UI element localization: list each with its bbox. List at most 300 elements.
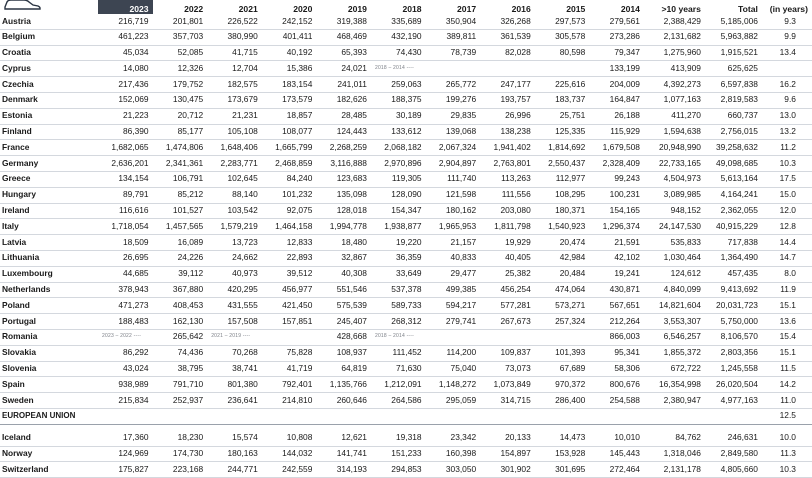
value-cell: 111,740 — [426, 171, 481, 187]
value-cell: 88,140 — [207, 187, 262, 203]
total-cell: 660,737 — [705, 108, 762, 124]
value-cell: 461,223 — [98, 29, 153, 45]
value-cell: 173,679 — [207, 92, 262, 108]
total-cell: 717,838 — [705, 235, 762, 251]
header-year-cell: 2021 — [238, 4, 258, 14]
value-cell: 12,621 — [316, 431, 371, 446]
age-cell: 11.5 — [762, 361, 812, 377]
country-cell: Iceland — [0, 431, 98, 446]
value-cell: 26,188 — [589, 108, 644, 124]
value-cell: 22,893 — [262, 250, 317, 266]
value-cell: 268,312 — [371, 314, 426, 330]
value-cell: 108,937 — [316, 345, 371, 361]
age-cell — [762, 61, 812, 77]
value-cell: 421,450 — [262, 298, 317, 314]
value-cell — [426, 61, 481, 77]
value-cell: 428,668 — [316, 329, 371, 345]
value-cell: 42,984 — [535, 250, 590, 266]
value-cell: 214,810 — [262, 393, 317, 409]
ten-plus-cell: 22,733,165 — [644, 156, 705, 172]
value-cell: 152,069 — [98, 92, 153, 108]
value-cell: 866,003 — [589, 329, 644, 345]
header-country-cell — [0, 0, 98, 14]
value-cell: 2,904,897 — [426, 156, 481, 172]
value-cell: 1,474,806 — [153, 140, 208, 156]
value-cell: 420,295 — [207, 282, 262, 298]
value-cell: 264,586 — [371, 393, 426, 409]
country-cell: Latvia — [0, 235, 98, 251]
value-cell: 3,116,888 — [316, 156, 371, 172]
ten-plus-cell: 411,270 — [644, 108, 705, 124]
table-row — [0, 92, 812, 108]
age-cell: 9.6 — [762, 92, 812, 108]
ten-plus-cell: 1,855,372 — [644, 345, 705, 361]
value-cell: 301,902 — [480, 462, 535, 478]
table-row — [0, 250, 812, 266]
value-cell: 12,833 — [262, 235, 317, 251]
total-cell: 5,750,000 — [705, 314, 762, 330]
value-cell: 175,827 — [98, 462, 153, 478]
age-cell: 15.1 — [762, 298, 812, 314]
value-cell: 223,168 — [153, 462, 208, 478]
value-cell: 215,834 — [98, 393, 153, 409]
age-cell: 9.9 — [762, 29, 812, 45]
value-cell: 79,347 — [589, 45, 644, 61]
header-year-cell: 2023 — [98, 0, 153, 14]
value-cell: 216,719 — [98, 14, 153, 29]
value-cell: 265,772 — [426, 77, 481, 93]
value-cell: 10,808 — [262, 431, 317, 446]
country-cell: Ireland — [0, 203, 98, 219]
value-cell: 18,509 — [98, 235, 153, 251]
value-cell: 314,193 — [316, 462, 371, 478]
total-cell: 4,977,163 — [705, 393, 762, 409]
value-cell: 116,616 — [98, 203, 153, 219]
value-cell: 151,233 — [371, 446, 426, 462]
value-cell: 254,588 — [589, 393, 644, 409]
value-cell: 113,263 — [480, 171, 535, 187]
value-cell: 82,028 — [480, 45, 535, 61]
value-cell: 204,009 — [589, 77, 644, 93]
value-cell: 26,996 — [480, 108, 535, 124]
ten-plus-cell: 124,612 — [644, 266, 705, 282]
value-cell: 112,977 — [535, 171, 590, 187]
age-cell: 15.1 — [762, 345, 812, 361]
value-cell: 18,857 — [262, 108, 317, 124]
value-cell: 162,130 — [153, 314, 208, 330]
value-cell: 174,730 — [153, 446, 208, 462]
ten-plus-cell: 1,594,638 — [644, 124, 705, 140]
value-cell: 20,712 — [153, 108, 208, 124]
age-cell: 16.2 — [762, 77, 812, 93]
value-cell: 182,575 — [207, 77, 262, 93]
value-cell: 279,561 — [589, 14, 644, 29]
value-cell: 471,273 — [98, 298, 153, 314]
value-cell: 2,970,896 — [371, 156, 426, 172]
value-cell: 26,695 — [98, 250, 153, 266]
value-cell: 36,359 — [371, 250, 426, 266]
value-cell — [535, 329, 590, 345]
value-cell: 125,335 — [535, 124, 590, 140]
value-cell: 20,133 — [480, 431, 535, 446]
ten-plus-cell: 948,152 — [644, 203, 705, 219]
value-cell: 430,871 — [589, 282, 644, 298]
age-cell: 13.4 — [762, 45, 812, 61]
value-cell: 154,347 — [371, 203, 426, 219]
value-cell: 102,645 — [207, 171, 262, 187]
value-cell: 267,673 — [480, 314, 535, 330]
value-cell: 40,308 — [316, 266, 371, 282]
age-cell: 15.4 — [762, 329, 812, 345]
ten-plus-cell: 2,131,178 — [644, 462, 705, 478]
value-cell: 499,385 — [426, 282, 481, 298]
value-cell: 314,715 — [480, 393, 535, 409]
total-cell: 2,849,580 — [705, 446, 762, 462]
value-cell: 2018 – 2014 ---- — [371, 329, 426, 345]
value-cell: 153,928 — [535, 446, 590, 462]
value-cell: 319,388 — [316, 14, 371, 29]
value-cell: 273,286 — [589, 29, 644, 45]
value-cell: 573,271 — [535, 298, 590, 314]
value-cell: 1,135,766 — [316, 377, 371, 393]
value-cell: 29,835 — [426, 108, 481, 124]
value-cell: 84,240 — [262, 171, 317, 187]
age-cell: 15.0 — [762, 187, 812, 203]
total-cell: 1,245,558 — [705, 361, 762, 377]
total-cell: 457,435 — [705, 266, 762, 282]
table-row — [0, 282, 812, 298]
value-cell: 58,306 — [589, 361, 644, 377]
value-cell: 2,468,859 — [262, 156, 317, 172]
value-cell: 33,649 — [371, 266, 426, 282]
ten-plus-cell: 535,833 — [644, 235, 705, 251]
value-cell: 212,264 — [589, 314, 644, 330]
table-header-row — [0, 0, 812, 14]
table-row — [0, 124, 812, 140]
value-cell: 1,941,402 — [480, 140, 535, 156]
ten-plus-cell: 24,147,530 — [644, 219, 705, 235]
age-cell: 14.2 — [762, 377, 812, 393]
value-cell: 1,994,778 — [316, 219, 371, 235]
value-cell: 21,157 — [426, 235, 481, 251]
country-cell: Sweden — [0, 393, 98, 409]
value-cell: 361,539 — [480, 29, 535, 45]
value-cell: 154,897 — [480, 446, 535, 462]
ten-plus-cell: 1,275,960 — [644, 45, 705, 61]
value-cell: 1,665,799 — [262, 140, 317, 156]
table-row — [0, 298, 812, 314]
value-cell: 2,067,324 — [426, 140, 481, 156]
table-row — [0, 446, 812, 462]
value-cell: 1,682,065 — [98, 140, 153, 156]
value-cell: 305,578 — [535, 29, 590, 45]
value-cell: 2,550,437 — [535, 156, 590, 172]
ten-plus-cell: 3,553,307 — [644, 314, 705, 330]
ten-plus-cell: 2,388,429 — [644, 14, 705, 29]
age-cell: 13.0 — [762, 108, 812, 124]
country-cell: Portugal — [0, 314, 98, 330]
car-icon — [2, 0, 42, 10]
value-cell: 25,751 — [535, 108, 590, 124]
value-cell: 594,217 — [426, 298, 481, 314]
total-cell: 26,020,504 — [705, 377, 762, 393]
value-cell: 367,880 — [153, 282, 208, 298]
value-cell: 12,704 — [207, 61, 262, 77]
value-cell: 217,436 — [98, 77, 153, 93]
value-cell: 85,212 — [153, 187, 208, 203]
country-cell: Italy — [0, 219, 98, 235]
value-cell: 2,763,801 — [480, 156, 535, 172]
value-cell: 65,393 — [316, 45, 371, 61]
country-cell: Germany — [0, 156, 98, 172]
value-cell: 1,679,508 — [589, 140, 644, 156]
total-cell: 5,613,164 — [705, 171, 762, 187]
country-cell: Czechia — [0, 77, 98, 93]
value-cell: 141,741 — [316, 446, 371, 462]
value-cell: 2,341,361 — [153, 156, 208, 172]
country-cell: Poland — [0, 298, 98, 314]
value-cell: 1,814,692 — [535, 140, 590, 156]
age-cell: 11.2 — [762, 140, 812, 156]
country-cell: Switzerland — [0, 462, 98, 478]
ten-plus-cell: 6,546,257 — [644, 329, 705, 345]
value-cell: 188,375 — [371, 92, 426, 108]
country-cell: Belgium — [0, 29, 98, 45]
total-cell: 2,362,055 — [705, 203, 762, 219]
value-cell: 111,556 — [480, 187, 535, 203]
value-cell: 17,360 — [98, 431, 153, 446]
value-cell: 160,398 — [426, 446, 481, 462]
table-row — [0, 314, 812, 330]
age-cell: 12.0 — [762, 203, 812, 219]
value-cell: 108,077 — [262, 124, 317, 140]
value-cell: 21,231 — [207, 108, 262, 124]
value-cell: 247,177 — [480, 77, 535, 93]
value-cell: 75,828 — [262, 345, 317, 361]
value-cell: 15,386 — [262, 61, 317, 77]
value-cell: 18,230 — [153, 431, 208, 446]
value-cell — [480, 329, 535, 345]
value-cell: 40,833 — [426, 250, 481, 266]
country-cell: Cyprus — [0, 61, 98, 77]
value-cell: 38,795 — [153, 361, 208, 377]
value-cell: 154,165 — [589, 203, 644, 219]
value-cell: 456,254 — [480, 282, 535, 298]
country-cell: Austria — [0, 14, 98, 29]
value-cell: 106,791 — [153, 171, 208, 187]
header-ten-plus-cell: >10 years — [661, 4, 701, 14]
age-cell: 11.3 — [762, 446, 812, 462]
value-cell: 537,378 — [371, 282, 426, 298]
value-cell: 21,223 — [98, 108, 153, 124]
value-cell: 2,283,771 — [207, 156, 262, 172]
table-row — [0, 329, 812, 345]
country-cell: Luxembourg — [0, 266, 98, 282]
value-cell: 259,063 — [371, 77, 426, 93]
header-year-cell: 2020 — [293, 4, 313, 14]
value-cell: 182,626 — [316, 92, 371, 108]
value-cell: 39,112 — [153, 266, 208, 282]
value-cell: 20,484 — [535, 266, 590, 282]
total-cell: 1,364,490 — [705, 250, 762, 266]
value-cell: 134,154 — [98, 171, 153, 187]
value-cell: 2018 – 2014 ---- — [371, 61, 426, 77]
value-cell: 1,457,565 — [153, 219, 208, 235]
table-row — [0, 345, 812, 361]
value-cell: 20,474 — [535, 235, 590, 251]
ten-plus-cell: 1,077,163 — [644, 92, 705, 108]
ten-plus-cell: 4,392,273 — [644, 77, 705, 93]
value-cell: 567,651 — [589, 298, 644, 314]
value-cell: 468,469 — [316, 29, 371, 45]
value-cell: 12,326 — [153, 61, 208, 77]
value-cell: 119,305 — [371, 171, 426, 187]
value-cell: 408,453 — [153, 298, 208, 314]
value-cell: 124,969 — [98, 446, 153, 462]
ten-plus-cell: 1,318,046 — [644, 446, 705, 462]
value-cell: 1,296,374 — [589, 219, 644, 235]
age-cell: 14.4 — [762, 235, 812, 251]
value-cell: 19,241 — [589, 266, 644, 282]
value-cell: 199,276 — [426, 92, 481, 108]
value-cell: 577,281 — [480, 298, 535, 314]
country-cell: Romania — [0, 329, 98, 345]
value-cell: 43,024 — [98, 361, 153, 377]
total-cell: 625,625 — [705, 61, 762, 77]
header-year-cell: 2015 — [566, 4, 586, 14]
value-cell: 295,059 — [426, 393, 481, 409]
table-row — [0, 219, 812, 235]
value-cell: 99,243 — [589, 171, 644, 187]
value-cell: 357,703 — [153, 29, 208, 45]
value-cell: 41,715 — [207, 45, 262, 61]
total-cell: 2,819,583 — [705, 92, 762, 108]
ten-plus-cell: 84,762 — [644, 431, 705, 446]
eu-summary-row — [0, 408, 812, 424]
header-year-cell: 2016 — [511, 4, 531, 14]
value-cell: 101,393 — [535, 345, 590, 361]
value-cell: 431,555 — [207, 298, 262, 314]
value-cell: 1,212,091 — [371, 377, 426, 393]
table-row — [0, 171, 812, 187]
value-cell: 86,292 — [98, 345, 153, 361]
value-cell: 14,473 — [535, 431, 590, 446]
value-cell: 2,328,409 — [589, 156, 644, 172]
value-cell: 114,200 — [426, 345, 481, 361]
country-cell: Slovenia — [0, 361, 98, 377]
value-cell: 164,847 — [589, 92, 644, 108]
value-cell: 18,480 — [316, 235, 371, 251]
value-cell: 92,075 — [262, 203, 317, 219]
country-cell: Estonia — [0, 108, 98, 124]
age-cell: 8.0 — [762, 266, 812, 282]
total-cell: 9,413,692 — [705, 282, 762, 298]
table-row — [0, 377, 812, 393]
table-row — [0, 266, 812, 282]
value-cell: 45,034 — [98, 45, 153, 61]
value-cell: 105,108 — [207, 124, 262, 140]
value-cell: 133,199 — [589, 61, 644, 77]
table-row — [0, 187, 812, 203]
header-year-cell: 2022 — [184, 4, 204, 14]
eu-age-cell: 12.5 — [762, 408, 812, 424]
value-cell: 40,405 — [480, 250, 535, 266]
value-cell: 938,989 — [98, 377, 153, 393]
value-cell: 297,573 — [535, 14, 590, 29]
ten-plus-cell: 413,909 — [644, 61, 705, 77]
value-cell: 144,032 — [262, 446, 317, 462]
value-cell: 100,231 — [589, 187, 644, 203]
ten-plus-cell: 14,821,604 — [644, 298, 705, 314]
value-cell: 157,508 — [207, 314, 262, 330]
value-cell: 2,268,259 — [316, 140, 371, 156]
value-cell: 389,811 — [426, 29, 481, 45]
eu-label-cell: EUROPEAN UNION — [0, 408, 762, 424]
value-cell: 42,102 — [589, 250, 644, 266]
value-cell: 2,636,201 — [98, 156, 153, 172]
value-cell: 73,073 — [480, 361, 535, 377]
value-cell: 792,401 — [262, 377, 317, 393]
value-cell: 139,068 — [426, 124, 481, 140]
header-year-cell: 2019 — [347, 4, 367, 14]
age-cell: 17.5 — [762, 171, 812, 187]
value-cell: 28,485 — [316, 108, 371, 124]
country-cell: Finland — [0, 124, 98, 140]
total-cell: 5,185,006 — [705, 14, 762, 29]
value-cell: 1,718,054 — [98, 219, 153, 235]
value-cell: 40,973 — [207, 266, 262, 282]
header-year-cell: 2017 — [457, 4, 477, 14]
value-cell: 15,574 — [207, 431, 262, 446]
value-cell: 401,411 — [262, 29, 317, 45]
age-cell: 11.9 — [762, 282, 812, 298]
value-cell: 272,464 — [589, 462, 644, 478]
total-cell: 246,631 — [705, 431, 762, 446]
value-cell: 970,372 — [535, 377, 590, 393]
age-cell: 13.2 — [762, 124, 812, 140]
age-cell: 10.3 — [762, 156, 812, 172]
value-cell: 40,192 — [262, 45, 317, 61]
value-cell: 24,226 — [153, 250, 208, 266]
value-cell: 128,090 — [371, 187, 426, 203]
table-row — [0, 203, 812, 219]
value-cell: 78,739 — [426, 45, 481, 61]
value-cell: 44,685 — [98, 266, 153, 282]
value-cell: 25,382 — [480, 266, 535, 282]
value-cell: 1,073,849 — [480, 377, 535, 393]
value-cell: 380,990 — [207, 29, 262, 45]
total-cell: 6,597,838 — [705, 77, 762, 93]
value-cell — [426, 329, 481, 345]
value-cell: 286,400 — [535, 393, 590, 409]
value-cell: 801,380 — [207, 377, 262, 393]
value-cell: 13,723 — [207, 235, 262, 251]
value-cell: 335,689 — [371, 14, 426, 29]
value-cell: 180,162 — [426, 203, 481, 219]
country-cell: Slovakia — [0, 345, 98, 361]
table-row — [0, 14, 812, 29]
value-cell: 109,837 — [480, 345, 535, 361]
value-cell: 244,771 — [207, 462, 262, 478]
country-cell: France — [0, 140, 98, 156]
value-cell: 2023 – 2022 ---- — [98, 329, 153, 345]
value-cell: 115,929 — [589, 124, 644, 140]
value-cell: 101,527 — [153, 203, 208, 219]
value-cell: 80,598 — [535, 45, 590, 61]
value-cell: 39,512 — [262, 266, 317, 282]
total-cell: 20,031,723 — [705, 298, 762, 314]
value-cell: 38,741 — [207, 361, 262, 377]
